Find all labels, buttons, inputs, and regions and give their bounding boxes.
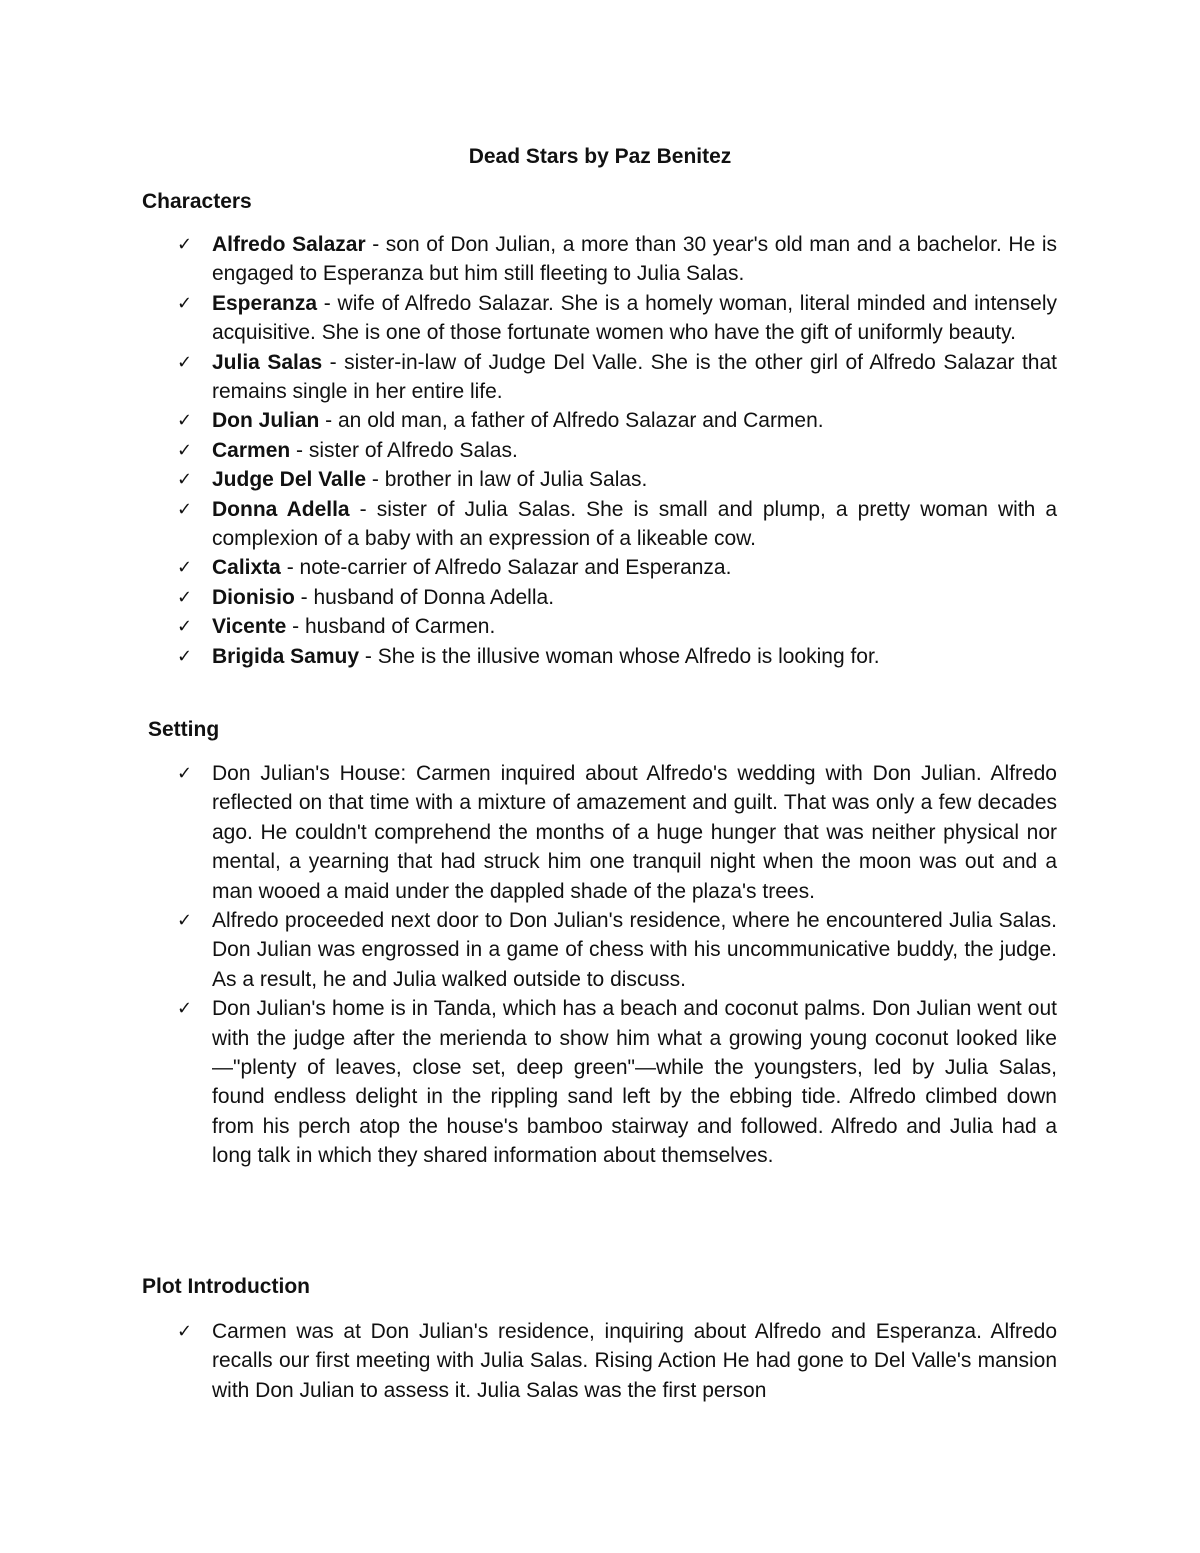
plot-text: Carmen was at Don Julian's residence, inquiring about Alfredo and Esperanza. Alfredo recalls our first meeting with Julia Salas. Rising Action He had gone to Del Valle's mansion with Don Julian to assess it. Julia Salas was the first person (212, 1320, 1057, 1402)
section-heading-setting: Setting (148, 718, 220, 741)
setting-text: Don Julian's home is in Tanda, which has a beach and coconut palms. Don Julian went out with the judge after the merienda to show him what a growing young coconut looked like—"plenty of leaves, close set, deep green"—while the youngsters, led by Julia Salas, found endless delight in the rippling sand left by the ebbing tide. Alfredo climbed down from his perch atop the house's bamboo stairway and followed. Alfredo and Julia had a long talk in which they shared information about themselves. (212, 997, 1057, 1168)
check-icon: ✓ (177, 439, 193, 461)
character-description: - husband of Donna Adella. (294, 585, 555, 609)
check-icon: ✓ (177, 410, 193, 432)
check-icon: ✓ (177, 910, 193, 932)
character-name: Brigida Samuy (212, 644, 360, 668)
check-icon: ✓ (177, 1321, 193, 1342)
character-item (177, 495, 1057, 554)
setting-item (177, 906, 1057, 994)
character-description: - sister of Alfredo Salas. (290, 438, 518, 462)
setting-text: Don Julian's House: Carmen inquired about Alfredo's wedding with Don Julian. Alfredo reflected on that time with a mixture of amazement and guilt. That was only a few decades ago. He couldn't comprehend the months of a huge hunger that was neither physical nor mental, a yearning that had struck him one tranquil night when the moon was out and a man wooed a maid under the dappled shade of the plaza's trees. (212, 762, 1057, 903)
check-icon: ✓ (177, 645, 193, 667)
character-name: Donna Adella (212, 497, 350, 521)
character-item (177, 436, 1057, 465)
character-name: Alfredo Salazar (212, 233, 366, 256)
plot-item (177, 1317, 1057, 1405)
characters-list (177, 230, 1057, 671)
check-icon: ✓ (177, 351, 193, 373)
setting-item (177, 759, 1057, 906)
character-item (177, 348, 1057, 407)
plot-list (177, 1317, 1057, 1405)
character-name: Don Julian (212, 409, 320, 433)
document-title: Dead Stars by Paz Benitez (468, 145, 732, 168)
character-description: - husband of Carmen. (286, 615, 496, 639)
character-item (177, 642, 1057, 671)
check-icon: ✓ (177, 557, 193, 579)
character-name: Judge Del Valle (212, 468, 367, 492)
check-icon: ✓ (177, 292, 193, 314)
check-icon: ✓ (177, 586, 193, 608)
character-name: Julia Salas (212, 350, 323, 374)
character-item (177, 553, 1057, 582)
section-heading-plot-introduction: Plot Introduction (142, 1275, 310, 1298)
check-icon: ✓ (177, 234, 193, 255)
character-description: - note-carrier of Alfredo Salazar and Esperanza. (280, 556, 732, 580)
character-description: - brother in law of Julia Salas. (366, 468, 648, 492)
setting-item (177, 994, 1057, 1170)
check-icon: ✓ (177, 469, 193, 491)
check-icon: ✓ (177, 998, 193, 1020)
check-icon: ✓ (177, 616, 193, 638)
character-description: - son of Don Julian, a more than 30 year's old man and a bachelor. He is engaged to Esperanza but him still fleeting to Julia Salas. (212, 233, 1057, 286)
character-item (177, 612, 1057, 641)
character-item (177, 289, 1057, 348)
character-item (177, 230, 1057, 289)
check-icon: ✓ (177, 763, 193, 784)
setting-list (177, 759, 1057, 1171)
character-description: - wife of Alfredo Salazar. She is a homely woman, literal minded and intensely acquisitive. She is one of those fortunate women who have the gift of uniformly beauty. (212, 291, 1057, 345)
character-name: Calixta (212, 556, 281, 580)
character-name: Carmen (212, 438, 291, 462)
character-item (177, 406, 1057, 435)
setting-text: Alfredo proceeded next door to Don Julian's residence, where he encountered Julia Salas. Don Julian was engrossed in a game of chess with his uncommunicative buddy, the judge. As a result, he and Julia walked outside to discuss. (212, 909, 1057, 991)
character-description: - sister of Julia Salas. She is small and plump, a pretty woman with a complexion of a baby with an expression of a likeable cow. (212, 497, 1058, 551)
character-name: Dionisio (212, 585, 295, 609)
character-name: Esperanza (212, 291, 318, 315)
character-description: - an old man, a father of Alfredo Salazar and Carmen. (319, 409, 824, 433)
character-name: Vicente (212, 615, 287, 639)
check-icon: ✓ (177, 498, 193, 520)
character-description: - She is the illusive woman whose Alfredo is looking for. (359, 644, 880, 668)
character-item (177, 465, 1057, 494)
character-description: - sister-in-law of Judge Del Valle. She is the other girl of Alfredo Salazar that remains single in her entire life. (212, 350, 1058, 404)
section-heading-characters: Characters (142, 190, 252, 213)
character-item (177, 583, 1057, 612)
